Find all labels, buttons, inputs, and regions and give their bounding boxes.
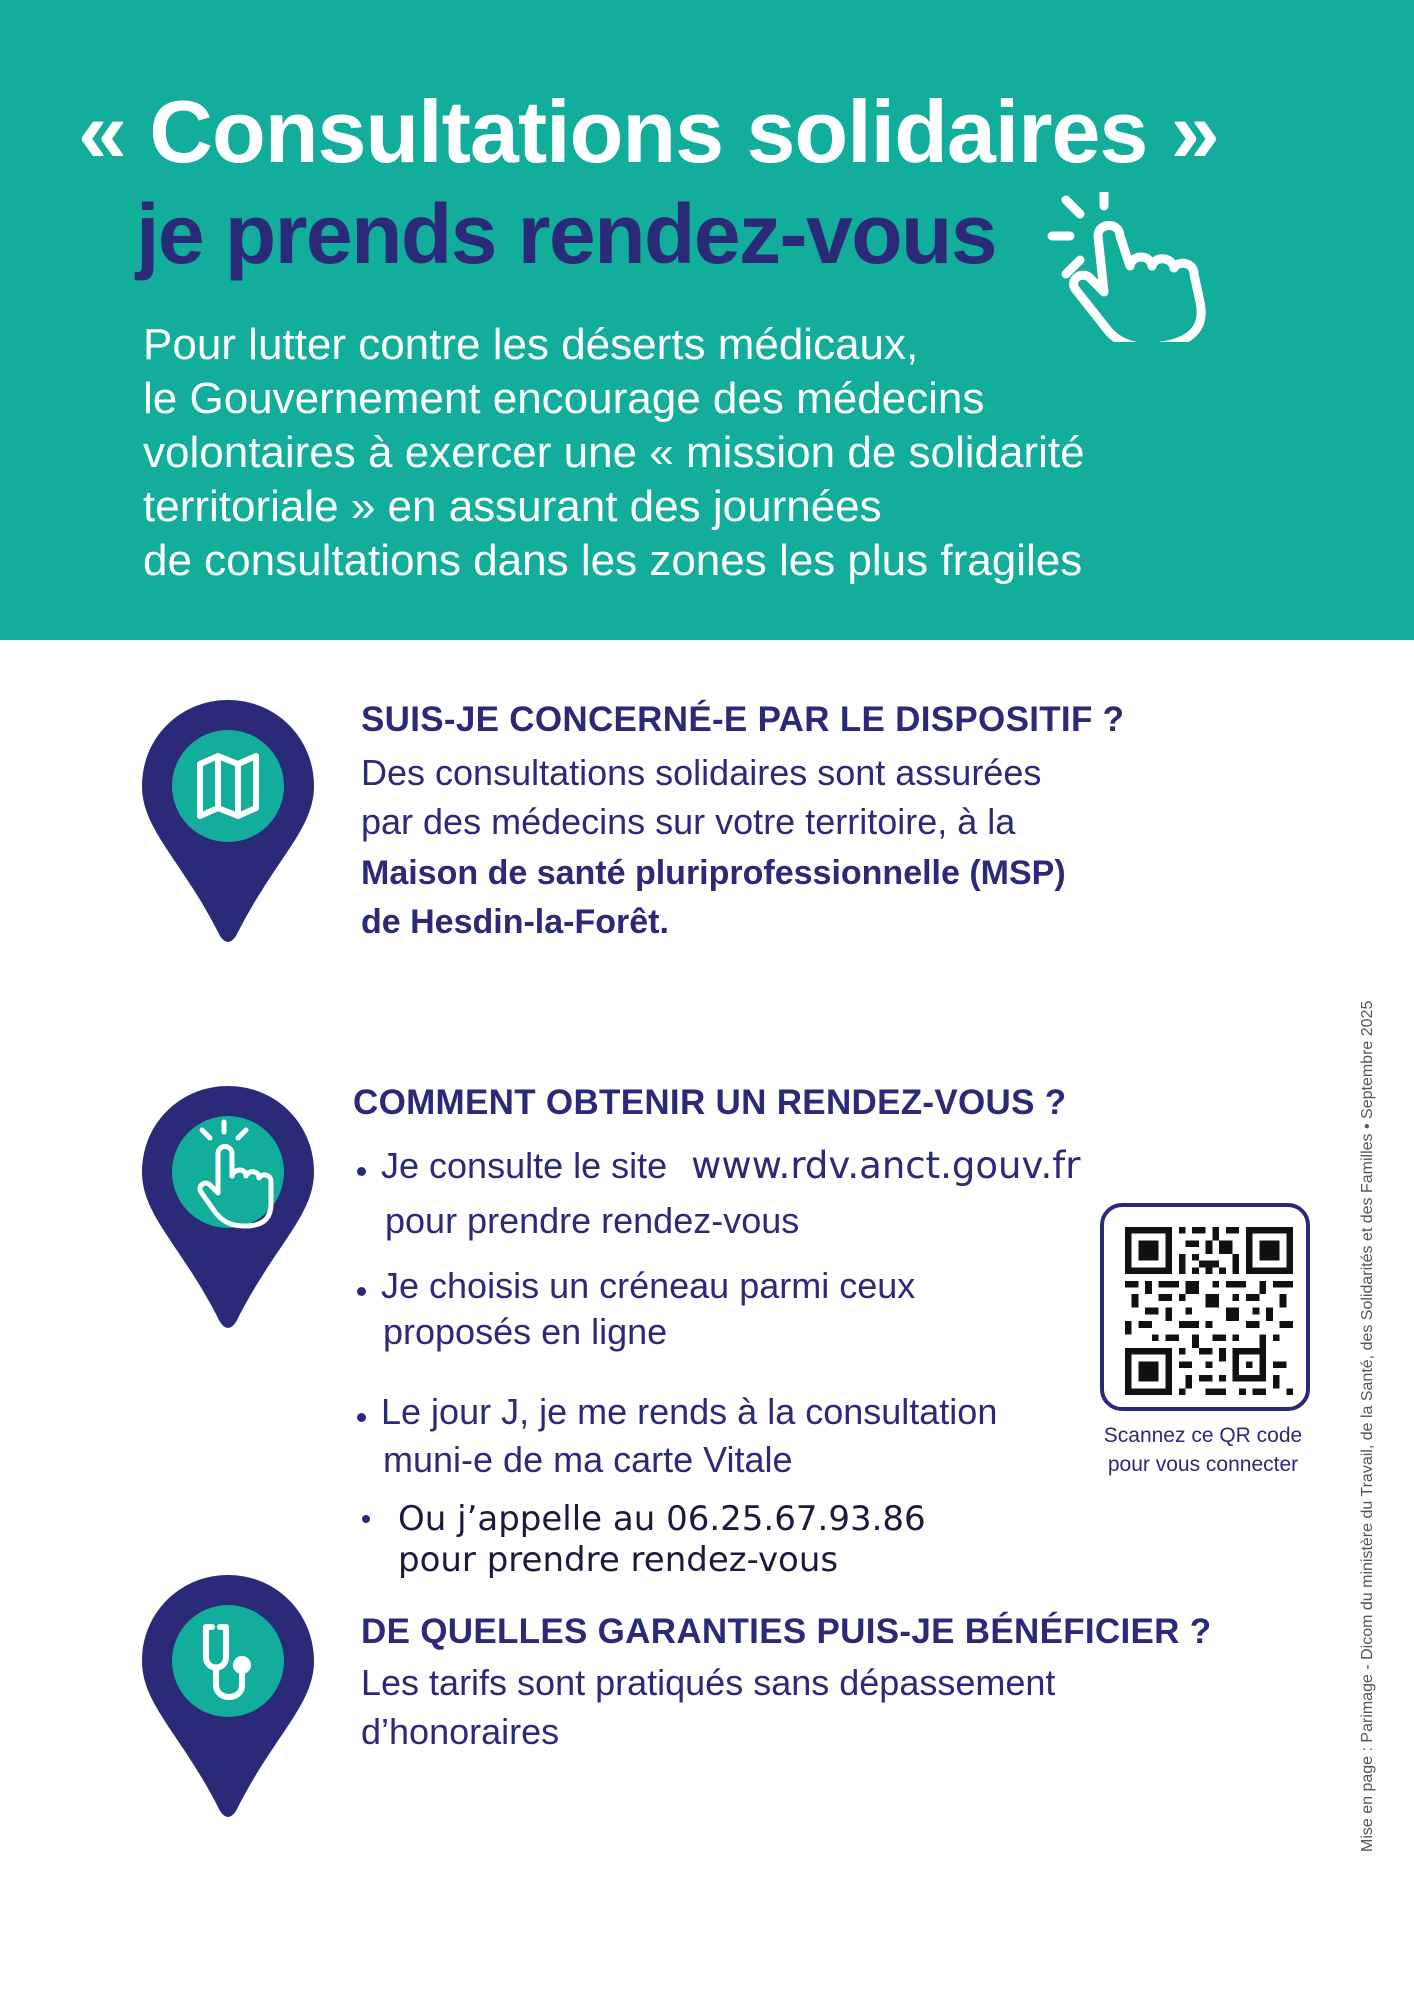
intro-line: Pour lutter contre les déserts médicaux, xyxy=(143,320,919,369)
bullet xyxy=(362,1515,370,1523)
body-text: par des médecins sur votre territoire, à la xyxy=(361,801,1016,842)
body-text: d’honoraires xyxy=(361,1711,560,1752)
bullet-text xyxy=(381,1143,1081,1189)
page-title: « Consultations solidaires » xyxy=(78,82,1219,181)
bullet-text: muni-e de ma carte Vitale xyxy=(383,1439,793,1480)
bullet xyxy=(357,1287,366,1296)
section-heading: COMMENT OBTENIR UN RENDEZ-VOUS ? xyxy=(353,1083,1067,1122)
section-heading: DE QUELLES GARANTIES PUIS-JE BÉNÉFICIER ? xyxy=(361,1612,1212,1651)
bullet-text: Le jour J, je me rends à la consultation xyxy=(381,1391,998,1432)
page-subtitle: je prends rendez-vous xyxy=(136,187,997,281)
qr-caption: pour vous connecter xyxy=(1107,1453,1299,1476)
body-text: Des consultations solidaires sont assurées xyxy=(361,752,1042,793)
bullet-text: pour prendre rendez-vous xyxy=(398,1540,839,1580)
intro-line: le Gouvernement encourage des médecins xyxy=(143,374,985,423)
qr-code[interactable] xyxy=(1100,1203,1310,1411)
bullet-text: Je choisis un créneau parmi ceux xyxy=(381,1265,916,1306)
msp-name: Maison de santé pluriprofessionnelle (MSP) xyxy=(361,854,1066,892)
bullet xyxy=(357,1167,366,1176)
bullet-text: Ou j’appelle au 06.25.67.93.86 xyxy=(398,1499,926,1539)
map-pin-icon xyxy=(142,700,314,944)
map-pin-icon xyxy=(142,1086,314,1330)
section-heading: SUIS-JE CONCERNÉ-E PAR LE DISPOSITIF ? xyxy=(361,700,1125,739)
bullet-text: proposés en ligne xyxy=(383,1311,668,1352)
qr-code-pattern xyxy=(1125,1227,1293,1395)
intro-text xyxy=(143,318,1303,588)
msp-location: de Hesdin-la-Forêt. xyxy=(361,903,669,941)
intro-line: volontaires à exercer une « mission de solidarité xyxy=(143,428,1085,477)
bullet-text: pour prendre rendez-vous xyxy=(385,1200,800,1241)
body-text: Les tarifs sont pratiqués sans dépassement xyxy=(361,1662,1056,1703)
bullet-text-line: Je consulte le site xyxy=(381,1145,668,1186)
credit-text: Mise en page : Parimage - Dicom du ministère du Travail, de la Santé, des Solidarités et des Familles • Septembre 2025 xyxy=(1359,1000,1376,1852)
map-pin-icon xyxy=(142,1575,314,1819)
website-link[interactable]: www.rdv.anct.gouv.fr xyxy=(691,1144,1081,1187)
intro-line: territoriale » en assurant des journées xyxy=(143,482,882,531)
intro-line: de consultations dans les zones les plus fragiles xyxy=(143,536,1083,585)
header-banner xyxy=(0,0,1414,640)
qr-caption: Scannez ce QR code xyxy=(1103,1424,1303,1447)
bullet xyxy=(357,1413,366,1422)
